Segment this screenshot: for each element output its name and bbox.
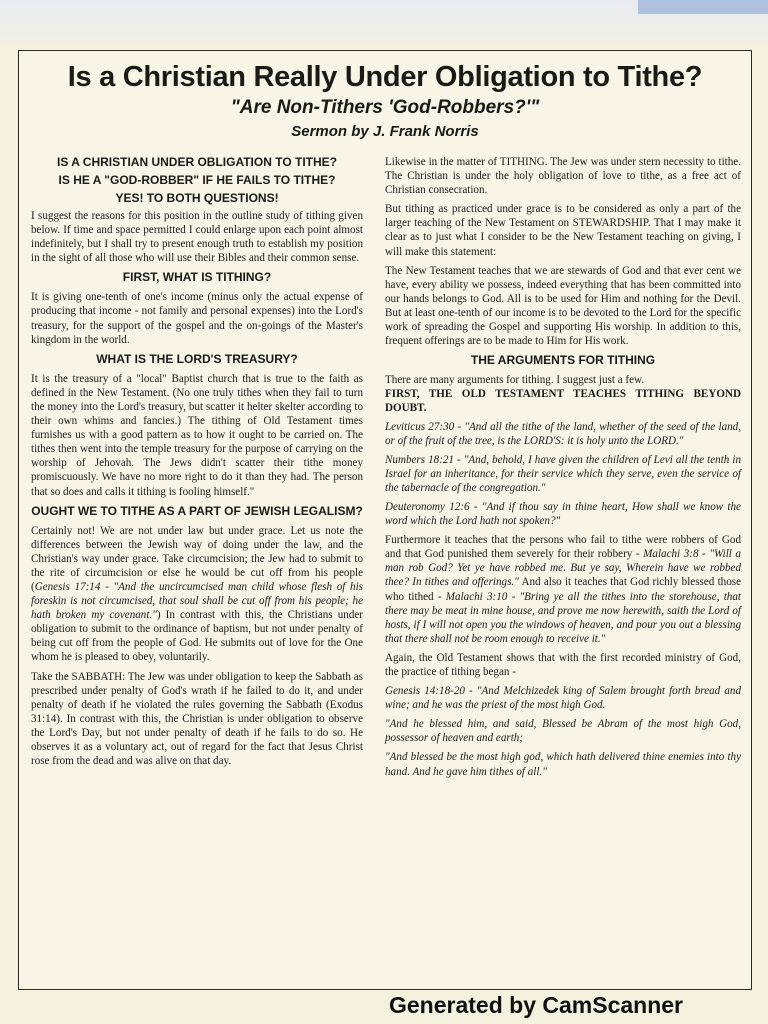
legalism-text-b: ) In contrast with this, the Christians under obligation to submit to the ordinance of baptism, but not under penalty of being cut off from the people of God. He submits out of love for the One whom he is pleased to obey, voluntarily. xyxy=(31,609,363,664)
arguments-intro-text: There are many arguments for tithing. I suggest just a few. xyxy=(385,374,645,387)
first-ministry-paragraph: Again, the Old Testament shows that with the first recorded ministry of God, the practice of tithing began - xyxy=(385,651,741,678)
malachi-paragraph xyxy=(385,533,741,646)
genesis-quote: Genesis 17:14 - "And the uncircumcised man child whose flesh of his foreskin is not circumcised, that soul shall be cut off from his people; he hath broken my covenant." xyxy=(31,580,363,622)
answer-heading: YES! TO BOTH QUESTIONS! xyxy=(115,191,279,205)
page-title: Is a Christian Really Under Obligation to Tithe? xyxy=(67,61,703,93)
malachi-3-10-quote: Malachi 3:10 - "Bring ye all the tithes into the storehouse, that there may be meat in mine house, and prove me now herewith, saith the Lord of hosts, if I will not open you the windows of heaven, and pour you out a blessing that there shall not be room enough to receive it." xyxy=(385,590,741,645)
left-column xyxy=(31,155,363,773)
malachi-3-8-quote: Malachi 3:8 - "Will a man rob God? Yet ye have robbed me. But ye say, Wherein have we robbed thee? In tithes and offerings." xyxy=(385,548,741,589)
camscanner-watermark: Generated by CamScanner xyxy=(389,992,684,1018)
right-column xyxy=(385,155,741,784)
question-heading-1: IS A CHRISTIAN UNDER OBLIGATION TO TITHE? xyxy=(57,155,337,169)
sermon-page xyxy=(18,50,752,990)
scripture-deuteronomy: Deuteronomy 12:6 - "And if thou say in thine heart, How shall we know the word which the Lord hath not spoken?" xyxy=(385,500,741,528)
legalism-paragraph xyxy=(31,524,363,665)
section-heading-what-is-tithing: FIRST, WHAT IS TITHING? xyxy=(122,270,272,285)
tithing-definition-paragraph: It is giving one-tenth of one's income (minus only the actual expense of producing that income - not family and personal expenses) into the Lord's treasury, for the support of the gospel and the on-goings of the Master's kingdom in the world. xyxy=(31,291,363,346)
section-heading-lords-treasury: WHAT IS THE LORD'S TREASURY? xyxy=(96,351,298,366)
malachi-text-b: And also it teaches that God richly blessed those who tithed - xyxy=(385,576,741,603)
scripture-numbers: Numbers 18:21 - "And, behold, I have given the children of Levi all the tenth in Israel for an inheritance, for their service which they serve, even the service of the tabernacle of the congregation." xyxy=(385,453,741,494)
malachi-text-a: Furthermore it teaches that the persons who fail to tithe were robbers of God and that God punished them severely for their robbery - xyxy=(385,534,741,561)
byline: Sermon by J. Frank Norris xyxy=(291,123,479,140)
scripture-genesis-14: Genesis 14:18-20 - "And Melchizedek king of Salem brought forth bread and wine; and he was the priest of the most high God. xyxy=(385,685,741,712)
treasury-paragraph: It is the treasury of a "local" Baptist church that is true to the faith as defined in the New Testament. (No one truly tithes when they fail to turn the money into the Lord's treasury, but scatter it helter skelter according to their own whims and fancies.) The tithing of Old Testament times furnishes us with a good pattern as to how it ought to be carried on. The tithes then went into the temple treasury for the purpose of carrying on the worship of Jehovah. The Jews didn't scatter their tithe money promiscuously. We have no more right to do it than they had. The person that so does and calls it tithing is fooling himself." xyxy=(31,372,363,498)
intro-paragraph: I suggest the reasons for this position in the outline study of tithing given below. If time and space permitted I could enlarge upon each point almost indefinitely, but I shall try to present enough truth to establish my position in the sight of all those who will use their Bibles and their common sense. xyxy=(31,210,363,265)
sabbath-paragraph: Take the SABBATH: The Jew was under obligation to keep the Sabbath as prescribed under penalty of God's wrath if he failed to do it, and under penalty of death if he violated the rules governing the Sabbath (Exodus 31:14). In contrast with this, the Christian is under obligation to observe the Lord's Day, but not under penalty of death if he fails to do so. He observes it as a voluntary act, out of regard for the fact that Jesus Christ rose from the dead and was alive on that day. xyxy=(31,670,363,768)
page-subtitle: "Are Non-Tithers 'God-Robbers?'" xyxy=(230,97,540,118)
arguments-intro xyxy=(385,373,741,415)
legalism-text-a: Certainly not! We are not under law but under grace. Let us note the differences between the Jewish way of doing under the law, and the Christian's way under grace. Take circumcision; the Jew had to submit to the rite of circumcision or else he would be cut off from his people ( xyxy=(31,524,363,593)
first-argument-heading: FIRST, THE OLD TESTAMENT TEACHES TITHING BEYOND DOUBT. xyxy=(385,388,741,415)
scripture-leviticus: Leviticus 27:30 - "And all the tithe of the land, whether of the seed of the land, or of the fruit of the tree, is the LORD'S: it is holy unto the LORD." xyxy=(385,420,741,447)
section-heading-arguments: THE ARGUMENTS FOR TITHING xyxy=(470,353,656,368)
scan-edge xyxy=(638,0,768,14)
scripture-genesis-blessing: "And he blessed him, and said, Blessed be Abram of the most high God, possessor of heaven and earth; xyxy=(385,718,741,745)
likewise-paragraph: Likewise in the matter of TITHING. The Jew was under stern necessity to tithe. The Christian is under the holy obligation of love to tithe, as a free act of Christian consecration. xyxy=(385,156,741,197)
question-heading-2: IS HE A "GOD-ROBBER" IF HE FAILS TO TITHE? xyxy=(58,173,336,187)
scripture-genesis-tithes: "And blessed be the most high god, which hath delivered thine enemies into thy hand. And he gave him tithes of all." xyxy=(385,751,741,778)
stewards-paragraph: The New Testament teaches that we are stewards of God and that ever cent we have, every ability we possess, indeed everything that has been committed into our hands belongs to God. All is to be used for Him and nothing for the Devil. But at least one-tenth of our income is to be devoted to the Lord for the specific work of spreading the Gospel and supporting His worship. In addition to this, frequent offerings are to be made to Him for His work. xyxy=(385,264,741,348)
stewardship-paragraph: But tithing as practiced under grace is to be considered as only a part of the larger teaching of the New Testament on STEWARDSHIP. That I may make it clear as to just what I consider to be the New Testament teaching on giving, I will make this statement: xyxy=(385,203,741,258)
section-heading-jewish-legalism: OUGHT WE TO TITHE AS A PART OF JEWISH LEGALISM? xyxy=(31,503,363,518)
